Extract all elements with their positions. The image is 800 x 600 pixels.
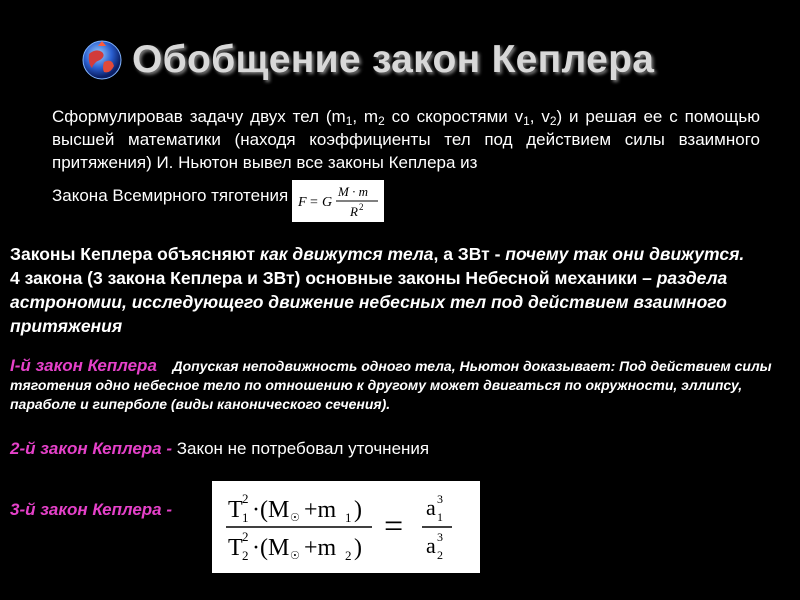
newton-formula [292,180,384,222]
rhs-a1-sub: 1 [437,510,443,524]
intro-last-line [52,174,760,219]
formula-den-exp: 2 [359,202,364,212]
rhs-a1: a [426,495,436,520]
num-close: ) [354,497,362,523]
intro-text-1: Сформулировав задачу двух тел (m [52,107,346,126]
para2-text-2: , а ЗВт - [433,244,506,264]
intro-text-3: со скоростями v [384,107,524,126]
sub-3: 1 [523,113,530,128]
intro-text-5: ) и решая ее с помощью высшей математики (находя коэффициенты тел под действием силы взаимного притяжения) И. Ньютон вывел все законы Кеплера из [52,107,761,172]
second-law-block [10,438,429,460]
para2-italic-2: почему так они движутся. [505,244,745,264]
num-m-sub: 1 [345,510,352,525]
num-m: (M [260,497,290,523]
den-sun: ☉ [290,550,300,562]
intro-paragraph [52,105,761,219]
page-title: Обобщение закон Кеплера [132,38,655,81]
para2-italic-1: как движутся тела [259,244,434,264]
intro-text-2: , m [352,107,379,126]
num-sun: ☉ [290,512,300,524]
den-t: T [228,535,243,561]
intro-text-4: , v [529,107,550,126]
first-law-name: I-й закон Кеплера [10,356,157,375]
den-close: ) [354,535,362,561]
num-plus: +m [304,497,337,523]
den-t-sub: 2 [242,548,249,563]
sub-4: 2 [549,113,557,128]
para2-italic-3: раздела астрономии, исследующего движение небесных тел под действием взаимного притяжения [10,268,728,336]
sub-2: 2 [378,113,385,128]
para2-text-1: Законы Кеплера объясняют [10,244,260,264]
den-plus: +m [304,535,337,561]
num-t-exp: 2 [242,491,249,506]
formula-f: F [298,195,307,210]
title-row [80,30,654,90]
para2-text-3: 4 закона (3 закона Кеплера и ЗВт) основные законы Небесной механики – [10,268,657,288]
first-law-block [10,356,790,414]
num-t: T [228,497,243,523]
rhs-a2: a [426,533,436,558]
formula-num: M · m [338,184,369,199]
formula-eq: = [310,195,319,210]
second-law-text: Закон не потребовал уточнения [176,439,430,458]
second-law-name: 2-й закон Кеплера - [10,439,173,458]
rhs-a2-sub: 2 [437,548,443,562]
third-law-formula [212,481,480,573]
rhs-a2-exp: 3 [437,530,443,544]
globe-icon [80,38,124,82]
third-law-name: 3-й закон Кеплера - [10,500,173,519]
den-m: (M [260,535,290,561]
formula-equals: = [384,508,404,545]
den-t-exp: 2 [242,529,249,544]
kepler-laws-paragraph [10,242,750,338]
den-m-sub: 2 [345,548,352,563]
first-law-text: Допуская неподвижность одного тела, Ньютон доказывает: Под действием силы тяготения одно небесное тело по отношению к другому может двигаться по окружности, эллипсу, параболе и гиперболе (виды канонического сечения). [10,358,772,412]
rhs-a1-exp: 3 [437,492,443,506]
num-dot: · [252,497,260,523]
formula-den: R [350,204,359,219]
formula-g: G [322,195,333,210]
den-dot: · [252,535,260,561]
intro-last-text: Закона Всемирного тяготения [52,185,289,205]
sub-1: 1 [345,113,353,128]
num-t-sub: 1 [242,510,249,525]
